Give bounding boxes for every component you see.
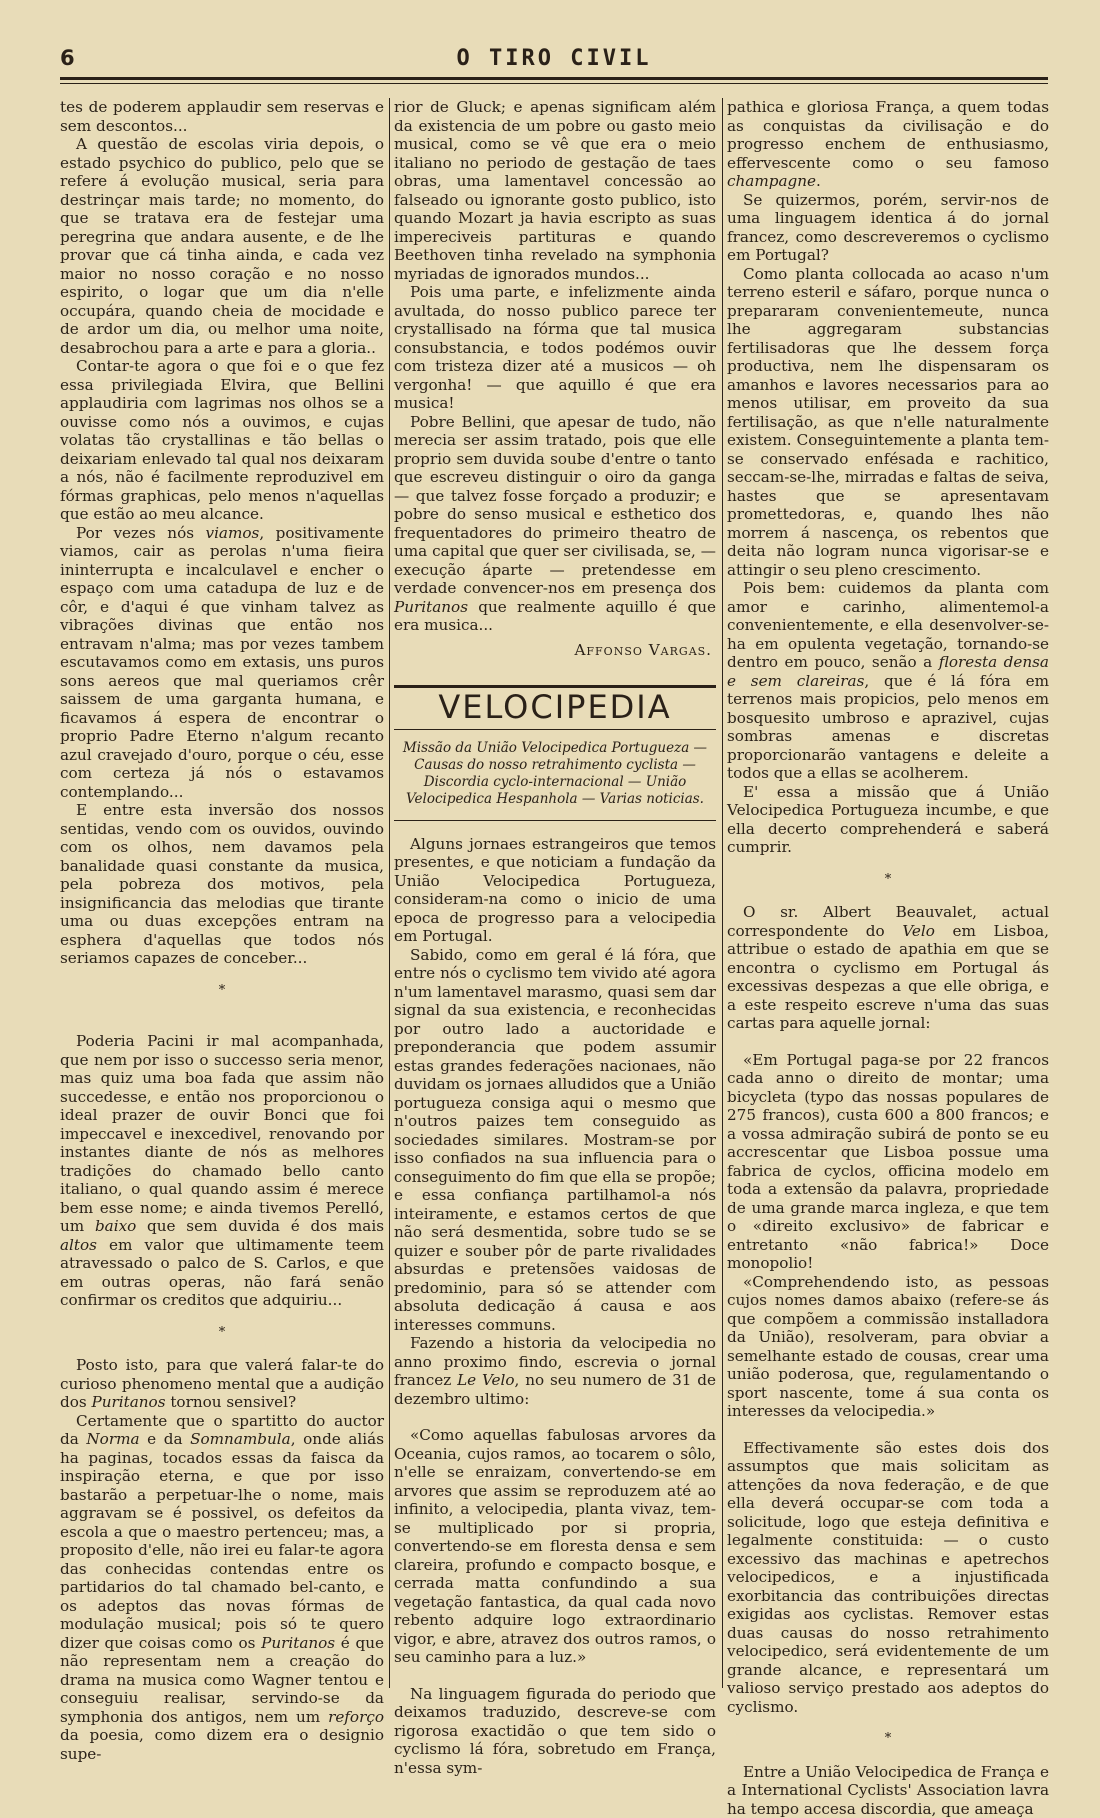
paragraph: Alguns jornaes estrangeiros que temos presentes, e que noticiam a fundação da União Velocipedica Portugueza, consideram-na como o inicio de uma epoca de progresso para a velocipedia em Portugal. — [394, 835, 716, 946]
paragraph: A questão de escolas viria depois, o estado psychico do publico, pelo que se refere á evolução musical, seria para destrinçar mais tarde; no momento, do que se tratava era de festejar uma peregrina que andara ausente, e de lhe provar que cá tinha ainda, e cada vez maior no nosso coração e no nosso espirito, o logar que um dia n'elle occupára, quando cheia de mocidade e de ardor um dia, ou melhor uma noite, desabrochou para a arte e para a gloria.. — [60, 135, 384, 357]
page-header — [60, 46, 1048, 74]
column-divider-1 — [389, 98, 390, 1688]
column-3 — [727, 98, 1049, 1688]
paragraph: Effectivamente são estes dois dos assumptos que mais solicitam as attenções da nova federação, e de que ella deverá occupar-se com toda a solicitude, logo que esteja definitiva e legalmente constituida: — o custo excessivo das machinas e apetrechos velocipedicos, e a injustificada exorbitancia das contribuições directas exigidas aos cyclistas. Remover estas duas causas do nosso retrahimento velocipedico, será evidentemente de um grande alcance, e representará um valioso serviço prestado aos adeptos do cyclismo. — [727, 1439, 1049, 1717]
paragraph: Como planta collocada ao acaso n'um terreno esteril e sáfaro, porque nunca o prepararam convenientemeute, nunca lhe aggregaram substancias fertilisadoras que lhe dessem força productiva, nem lhe dispensaram os amanhos e lavores necessarios para ao menos utilisar, em proveito da sua fertilisação, as que n'elle naturalmente existem. Conseguintemente a planta tem-se conservado enfésada e rachitico, seccam-se-lhe, mirradas e faltas de seiva, hastes que se apresentavam promettedoras, e, quando lhes não morrem á nascença, os rebentos que deita não logram nunca vigorisar-se e attingir o seu pleno crescimento. — [727, 265, 1049, 580]
paragraph: Por vezes nós viamos, positivamente viamos, cair as perolas n'uma fieira ininterrupta e incalculavel e encher o espaço com uma catadupa de luz e de côr, e d'aqui é que vinham talvez as vibrações divinas que então nos entravam n'alma; mas por vezes tambem escutavamos como em extasis, uns puros sons aereos que mal queriamos crêr saissem de uma garganta humana, e ficavamos á espera de encontrar o proprio Padre Eterno n'algum recanto azul cravejado d'ouro, porque o céu, esse com certeza já nós o estavamos contemplando... — [60, 524, 384, 802]
quote-paragraph: «Em Portugal paga-se por 22 francos cada anno o direito de montar; uma bicycleta (typo das nossas populares de 275 francos), custa 600 a 800 francos; e a vossa admiração subirá de ponto se eu accrescentar que Lisboa possue uma fabrica de cyclos, officina modelo em toda a extensão da palavra, propriedade de uma grande marca ingleza, e que tem o «direito exclusivo» de fabricar e entretanto «não fabrica!» Doce monopolio! — [727, 1051, 1049, 1273]
paragraph: Se quizermos, porém, servir-nos de uma linguagem identica á do jornal francez, como descreveremos o cyclismo em Portugal? — [727, 191, 1049, 265]
paragraph: Sabido, como em geral é lá fóra, que entre nós o cyclismo tem vivido até agora n'um lamentavel marasmo, quasi sem dar signal da sua existencia, e reconhecidas por outro lado a auctoridade e preponderancia que podem assumir estas grandes federações nacionaes, não duvidam os jornaes alludidos que a União portugueza consiga aqui o mesmo que n'outros paizes tem conseguido as sociedades similares. Mostram-se por isso confiados na sua influencia para o conseguimento do fim que ella se propõe; e essa confiança partilhamol-a nós inteiramente, e estamos certos de que não será desmentida, sobre tudo se se quizer e souber pôr de parte rivalidades absurdas e pretensões vaidosas de predominio, para só se attender com absoluta dedicação á causa e aos interesses communs. — [394, 946, 716, 1335]
column-2 — [394, 98, 716, 1688]
section-asterisk: * — [727, 871, 1049, 890]
paragraph: E entre esta inversão dos nossos sentidas, vendo com os ouvidos, ouvindo com os olhos, nem davamos pela banalidade quasi constante da musica, pela pobreza dos motivos, pela insignificancia das melodias que tirante uma ou duas excepções entram na esphera d'aquellas que todos nós seriamos capazes de conceber... — [60, 801, 384, 968]
paragraph: Contar-te agora o que foi e o que fez essa privilegiada Elvira, que Bellini applaudiria com lagrimas nos olhos se a ouvisse como nós a ouvimos, e cujas volatas tão crystallinas e tão bellas o deixariam enlevado tal qual nos deixaram a nós, não é facilmente reproduzivel em fórmas graphicas, pelo menos n'aquellas que estão ao meu alcance. — [60, 357, 384, 524]
section-asterisk: * — [60, 982, 384, 1001]
quote-paragraph: «Comprehendendo isto, as pessoas cujos nomes damos abaixo (refere-se ás que compõem a commissão installadora da União), resolveram, para obviar a semelhante estado de cousas, crear uma união poderosa, que, regulamentando o sport nascente, tome á sua conta os interesses da velocipedia.» — [727, 1273, 1049, 1421]
paragraph: pathica e gloriosa França, a quem todas as conquistas da civilisação e do progresso enchem de enthusiasmo, effervescente como o seu famoso champagne. — [727, 98, 1049, 191]
header-rule-thick — [60, 77, 1048, 80]
paragraph: E' essa a missão que á União Velocipedica Portugueza incumbe, e que ella decerto comprehenderá e saberá cumprir. — [727, 783, 1049, 857]
paragraph: Posto isto, para que valerá falar-te do curioso phenomeno mental que a audição dos Puritanos tornou sensivel? — [60, 1356, 384, 1412]
section-asterisk: * — [60, 1324, 384, 1343]
section-asterisk: * — [727, 1730, 1049, 1749]
paragraph: Pobre Bellini, que apesar de tudo, não merecia ser assim tratado, pois que elle proprio sem duvida soube d'entre o tanto que escreveu distinguir o oiro da ganga — que talvez fosse forçado a produzir; e pobre do senso musical e esthetico dos frequentadores do primeiro theatro de uma capital que quer ser civilisada, se, — execução áparte — pretendesse em verdade convencer-nos em presença dos Puritanos que realmente aquillo é que era musica... — [394, 413, 716, 635]
header-rule-thin — [60, 83, 1048, 84]
paragraph: rior de Gluck; e apenas significam além da existencia de um pobre ou gasto meio musical, como se vê que era o meio italiano no periodo de gestação de taes obras, uma lamentavel concessão ao falseado ou ignorante gosto publico, isto quando Mozart ja havia escripto as suas impereciveis partituras e quando Beethoven tinha revelado na symphonia myriadas de ignorados mundos... — [394, 98, 716, 283]
section-rule-thin — [394, 729, 716, 730]
paragraph: Certamente que o spartitto do auctor da Norma e da Somnambula, onde aliás ha paginas, tocados essas da faisca da inspiração eterna, e que por isso bastarão a perpetuar-lhe o nome, mais aggravam se é possivel, os defeitos da escola a que o maestro pertenceu; mas, a proposito d'elle, não irei eu falar-te agora das conhecidas contendas entre os partidarios do tal chamado bel-canto, e os adeptos das novas fórmas de modulação musical; pois só te quero dizer que coisas como os Puritanos é que não representam nem a creação do drama na musica como Wagner tentou e conseguiu realisar, servindo-se da symphonia dos antigos, nem um reforço da poesia, como dizem era o designio supe- — [60, 1412, 384, 1764]
column-1 — [60, 98, 384, 1688]
paragraph: O sr. Albert Beauvalet, actual correspondente do Velo em Lisboa, attribue o estado de apathia em que se encontra o cyclismo em Portugal ás excessivas despezas a que elle obriga, e a este respeito escreve n'uma das suas cartas para aquelle jornal: — [727, 903, 1049, 1033]
author-signature: Affonso Vargas. — [394, 641, 712, 660]
paragraph: tes de poderem applaudir sem reservas e sem descontos... — [60, 98, 384, 135]
paragraph: Fazendo a historia da velocipedia no anno proximo findo, escrevia o jornal francez Le Velo, no seu numero de 31 de dezembro ultimo: — [394, 1334, 716, 1408]
paragraph: Pois bem: cuidemos da planta com amor e carinho, alimentemol-a convenientemente, e ella desenvolver-se-ha em opulenta vegetação, tornando-se dentro em pouco, senão a floresta densa e sem clareiras, que é lá fóra em terrenos mais propicios, pelo menos em bosquesito umbroso e aprazivel, cujas sombras amenas e discretas proporcionarão vantagens e deleite a todos que a ellas se acolherem. — [727, 579, 1049, 783]
column-divider-2 — [722, 98, 723, 1688]
page-number: 6 — [60, 46, 75, 70]
paragraph: Na linguagem figurada do periodo que deixamos traduzido, descreve-se com rigorosa exactidão o que tem sido o cyclismo lá fóra, sobretudo em França, n'essa sym- — [394, 1685, 716, 1778]
section-heading: VELOCIPEDIA — [394, 698, 716, 717]
section-summary: Missão da União Velocipedica Portugueza — Causas do nosso retrahimento cyclista — Discordia cyclo-internacional — União Velocipedica Hespanhola — Varias noticias. — [394, 740, 716, 821]
quote-paragraph: «Como aquellas fabulosas arvores da Oceania, cujos ramos, ao tocarem o sôlo, n'elle se enraizam, convertendo-se em arvores que assim se reproduzem até ao infinito, a velocipedia, planta vivaz, tem-se multiplicado por si propria, convertendo-se em floresta densa e sem clareira, profundo e compacto bosque, e cerrada matta confundindo a sua vegetação fantastica, da qual cada novo rebento adquire logo extraordinario vigor, e abre, atravez dos outros ramos, o seu caminho para a luz.» — [394, 1426, 716, 1667]
paragraph: Poderia Pacini ir mal acompanhada, que nem por isso o successo seria menor, mas quiz uma boa fada que assim não succedesse, e então nos proporcionou o ideal prazer de ouvir Bonci que foi impeccavel e inexcedivel, renovando por instantes diante de nós as melhores tradições do chamado bello canto italiano, o qual quando assim é merece bem esse nome; e ainda tivemos Perelló, um baixo que sem duvida é dos mais altos em valor que ultimamente teem atravessado o palco de S. Carlos, e que em outras operas, não fará senão confirmar os creditos que adquiriu... — [60, 1032, 384, 1310]
newspaper-title: O TIRO CIVIL — [60, 46, 1048, 71]
paragraph: Pois uma parte, e infelizmente ainda avultada, do nosso publico parece ter crystallisado na fórma que tal musica consubstancia, e todos podémos ouvir com tristeza dizer até a musicos — oh vergonha! — que aquillo é que era musica! — [394, 283, 716, 413]
paragraph: Entre a União Velocipedica de França e a International Cyclists' Association lavra ha tempo accesa discordia, que ameaça — [727, 1763, 1049, 1818]
